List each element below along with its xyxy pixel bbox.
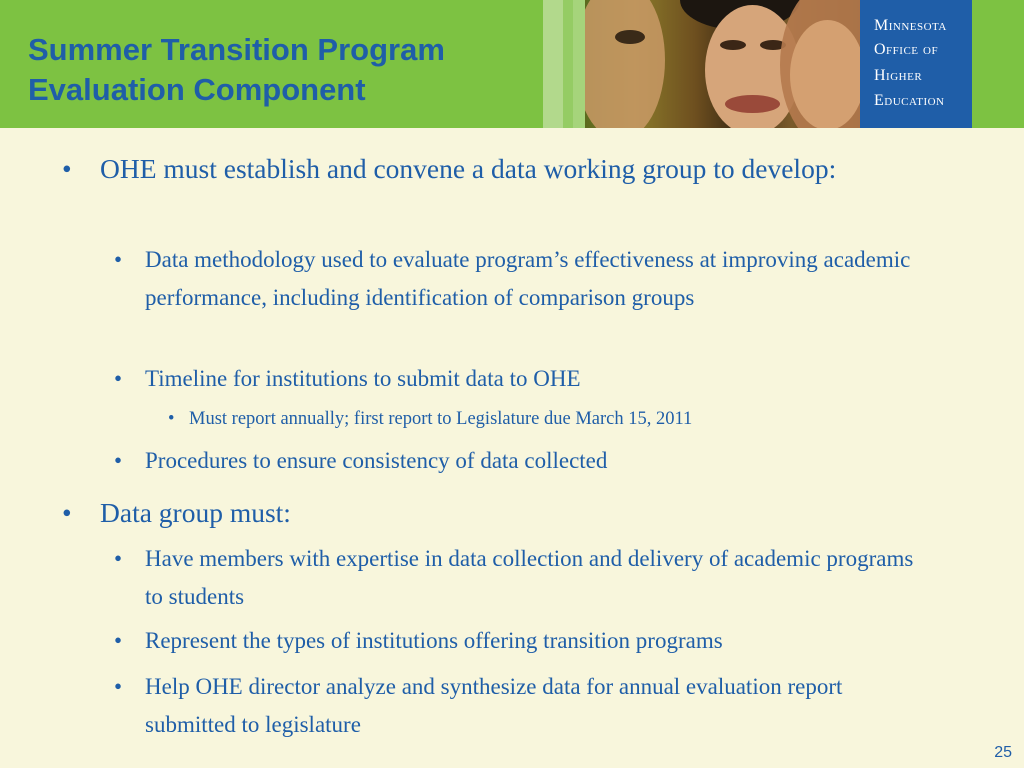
list-item	[114, 442, 934, 480]
list-item	[114, 241, 934, 317]
bullet-dot: •	[114, 674, 123, 699]
list-item-text: Must report annually; first report to Legislature due March 15, 2011	[189, 409, 693, 429]
bullet-dot: •	[114, 546, 123, 571]
title-line-2: Evaluation Component	[28, 72, 366, 107]
list-item	[62, 148, 982, 190]
bullet-dot: •	[62, 497, 72, 528]
list-item	[114, 668, 874, 744]
list-item-text: OHE must establish and convene a data working group to develop:	[100, 153, 837, 184]
list-item	[114, 540, 934, 616]
minnesota-ohe-logo	[860, 0, 972, 128]
header-stripe	[563, 0, 573, 128]
list-item-text: Data group must:	[100, 497, 291, 528]
header-edge	[972, 0, 1024, 128]
header-stripe	[543, 0, 563, 128]
page-number: 25	[994, 744, 1012, 761]
bullet-dot: •	[114, 448, 123, 473]
list-item-text: Timeline for institutions to submit data to OHE	[145, 366, 581, 391]
bullet-dot: •	[168, 409, 175, 429]
list-item-text: Data methodology used to evaluate program’s effectiveness at improving academic performance, including identification of comparison groups	[145, 247, 911, 310]
header-banner	[0, 0, 1024, 128]
list-item-text: Help OHE director analyze and synthesize data for annual evaluation report submitted to legislature	[145, 674, 843, 737]
list-item	[114, 360, 934, 398]
logo-line-3: Higher	[874, 67, 923, 84]
bullet-dot: •	[114, 628, 123, 653]
list-item-text: Have members with expertise in data collection and delivery of academic programs to students	[145, 546, 914, 609]
bullet-dot: •	[62, 153, 72, 184]
bullet-dot: •	[114, 366, 123, 391]
list-item-text: Represent the types of institutions offering transition programs	[145, 628, 723, 653]
bullet-dot: •	[114, 247, 123, 272]
list-item	[62, 492, 982, 534]
list-item	[168, 406, 948, 432]
list-item	[114, 622, 934, 660]
list-item-text: Procedures to ensure consistency of data collected	[145, 448, 608, 473]
logo-line-2: Office of	[874, 41, 939, 58]
students-photo	[585, 0, 860, 128]
title-line-1: Summer Transition Program	[28, 32, 445, 67]
logo-line-1: Minnesota	[874, 17, 947, 34]
header-stripe	[573, 0, 585, 128]
slide-title	[28, 30, 558, 110]
logo-line-4: Education	[874, 92, 945, 109]
